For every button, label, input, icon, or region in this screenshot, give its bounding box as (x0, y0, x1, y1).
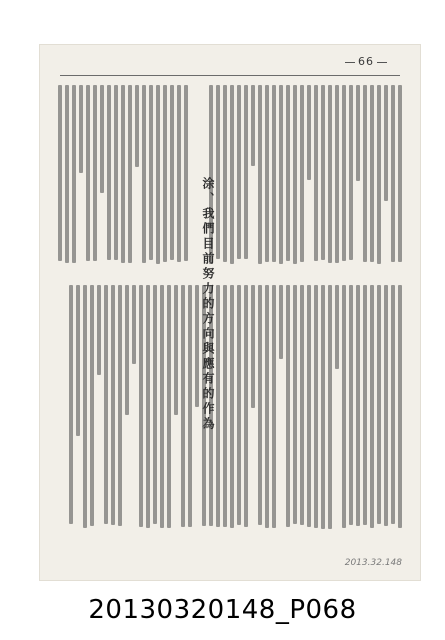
text-line (321, 85, 325, 260)
text-line (307, 285, 311, 527)
text-line (125, 285, 129, 415)
text-line (230, 285, 234, 528)
text-line (76, 285, 80, 436)
text-line (328, 285, 332, 529)
text-line (167, 285, 171, 528)
text-line (149, 85, 153, 260)
text-line (139, 285, 143, 527)
text-line (107, 85, 111, 260)
text-line (142, 85, 146, 263)
text-line (163, 85, 167, 262)
text-line (342, 285, 346, 528)
text-line (69, 285, 73, 524)
text-line (307, 85, 311, 180)
text-line (349, 85, 353, 260)
text-line (335, 85, 339, 263)
text-line (244, 85, 248, 259)
text-line (86, 85, 90, 261)
text-line (321, 285, 325, 529)
text-line (65, 85, 69, 263)
text-line (79, 85, 83, 173)
text-line (153, 285, 157, 524)
page-number (342, 55, 390, 68)
text-line (223, 85, 227, 262)
text-line (128, 85, 132, 263)
text-line (104, 285, 108, 524)
text-line (223, 285, 227, 527)
text-line (314, 285, 318, 528)
section-heading: 涂、我們目前努力的方向與應有的作為 (201, 177, 215, 432)
text-line (363, 285, 367, 525)
text-line (132, 285, 136, 364)
text-line (174, 285, 178, 415)
text-line (384, 85, 388, 201)
text-line (272, 85, 276, 262)
text-block-lower (69, 285, 402, 535)
text-line (258, 85, 262, 264)
text-line (328, 85, 332, 263)
text-line (384, 285, 388, 526)
text-line (314, 85, 318, 261)
text-line (300, 285, 304, 525)
text-line (279, 85, 283, 264)
text-line (272, 285, 276, 528)
text-line (342, 85, 346, 261)
text-line (114, 85, 118, 260)
text-line (237, 85, 241, 259)
page-number-dash-left (345, 62, 355, 63)
text-line (286, 85, 290, 261)
page-number-text: 66 (358, 55, 374, 68)
text-line (363, 85, 367, 262)
text-line (258, 285, 262, 525)
text-line (251, 285, 255, 408)
text-line (118, 285, 122, 526)
text-line (237, 285, 241, 525)
text-line (391, 285, 395, 524)
text-line (170, 85, 174, 260)
text-line (265, 285, 269, 528)
text-line (184, 85, 188, 261)
text-line (286, 285, 290, 527)
image-caption: 20130320148_P068 (88, 595, 357, 625)
text-line (244, 285, 248, 527)
text-line (377, 285, 381, 524)
text-line (370, 285, 374, 528)
page-number-dash-right (377, 62, 387, 63)
text-line (181, 285, 185, 527)
text-line (370, 85, 374, 262)
text-line (300, 85, 304, 262)
text-block-upper-right (209, 85, 402, 270)
text-line (146, 285, 150, 528)
text-line (160, 285, 164, 528)
text-line (293, 285, 297, 524)
text-line (83, 285, 87, 528)
scanned-page (40, 45, 420, 580)
text-line (251, 85, 255, 166)
text-line (121, 85, 125, 263)
text-line (265, 85, 269, 262)
text-line (100, 85, 104, 193)
text-line (335, 285, 339, 369)
text-line (279, 285, 283, 359)
text-line (230, 85, 234, 264)
text-line (398, 285, 402, 528)
header-rule (60, 75, 400, 76)
text-line (90, 285, 94, 526)
text-block-upper-left (58, 85, 188, 270)
text-line (195, 285, 199, 407)
text-line (349, 285, 353, 525)
text-line (377, 85, 381, 264)
text-line (398, 85, 402, 262)
text-line (72, 85, 76, 263)
text-line (293, 85, 297, 264)
text-line (391, 85, 395, 262)
text-line (135, 85, 139, 167)
text-line (93, 85, 97, 261)
text-line (111, 285, 115, 525)
text-line (156, 85, 160, 264)
text-line (97, 285, 101, 375)
handwritten-note: 2013.32.148 (344, 558, 402, 568)
text-line (188, 285, 192, 527)
text-line (58, 85, 62, 261)
text-line (356, 85, 360, 181)
text-line (356, 285, 360, 526)
text-line (177, 85, 181, 262)
